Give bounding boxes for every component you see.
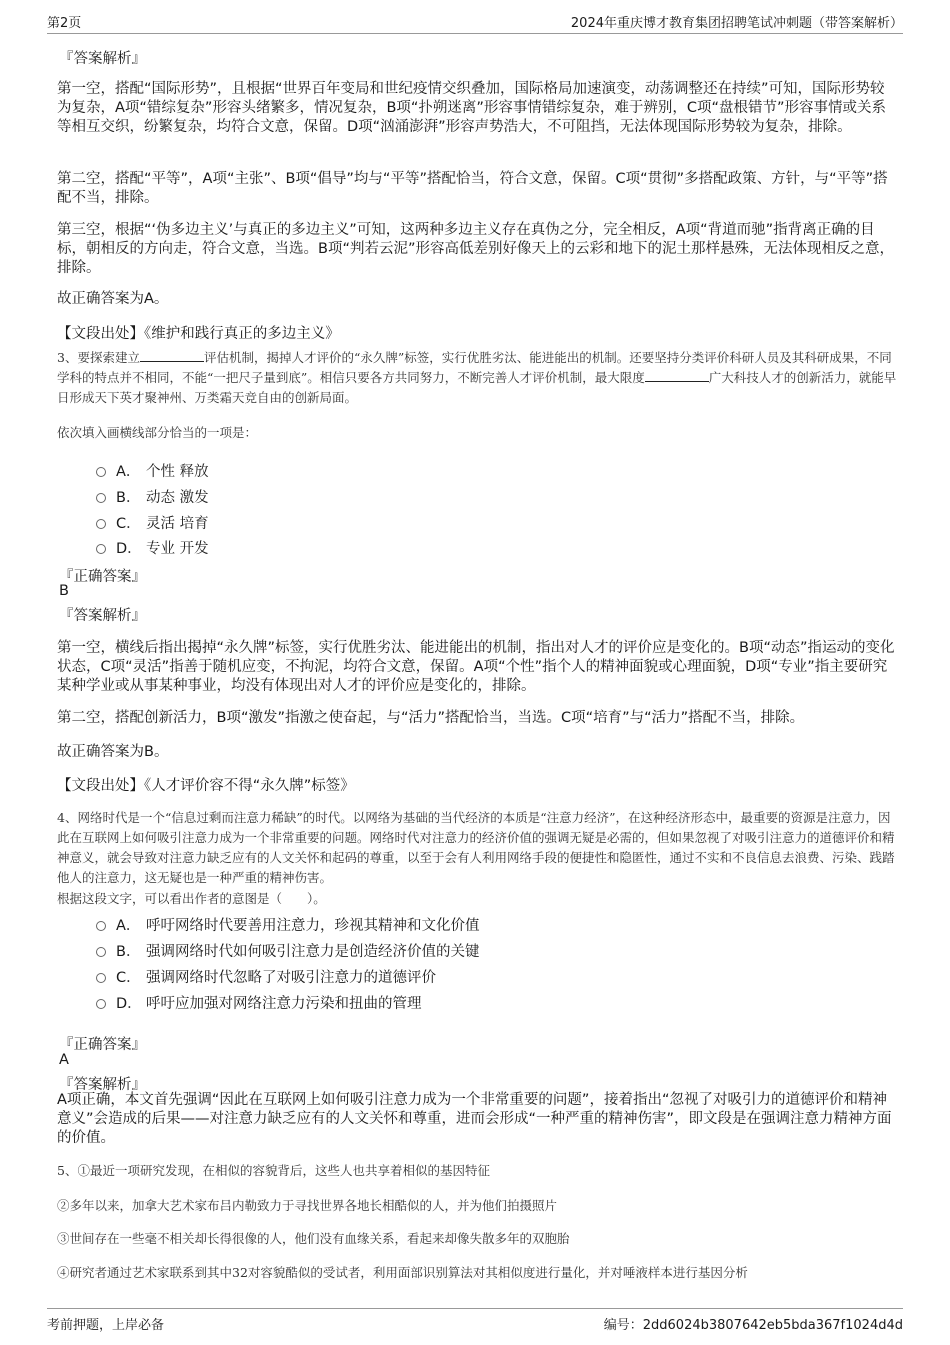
radio-icon[interactable] [96, 493, 106, 503]
document-code: 编号：2dd6024b3807642eb5bda367f1024d4d [603, 1318, 903, 1333]
radio-icon[interactable] [96, 973, 106, 983]
option-letter: A． [116, 464, 141, 480]
footer-divider [47, 1308, 903, 1309]
q4-correct-label: 『正确答案』 [59, 1037, 146, 1053]
q2-analysis-label: 『答案解析』 [59, 51, 146, 67]
radio-icon[interactable] [96, 999, 106, 1009]
q2-source: 【文段出处】《维护和践行真正的多边主义》 [57, 326, 340, 342]
q4-analysis: A项正确，本文首先强调“因此在互联网上如何吸引注意力成为一个非常重要的问题”，接着指出“忽视了对吸引力的道德评价和精神意义”会造成的后果——对注意力缺乏应有的人文关怀和尊重，进而会形成“一种严重的精神伤害”，即文段是在强调注意力精神方面的价值。 [57, 1092, 892, 1146]
q3-source: 【文段出处】《人才评价容不得“永久牌”标签》 [57, 778, 355, 794]
q4-question: 根据这段文字，可以看出作者的意图是（ ）。 [57, 891, 326, 906]
q3-stem [57, 348, 897, 408]
option-letter: D． [116, 996, 142, 1012]
radio-icon[interactable] [96, 467, 106, 477]
q3-option-b[interactable] [96, 486, 209, 507]
q3-stem-end: 广大科技人才的创新活力，就能早日形成天下英才聚神州、万类霜天竞自由的创新局面。 [57, 370, 897, 405]
q5-sentence-2: ②多年以来，加拿大艺术家布吕内勒致力于寻找世界各地长相酷似的人，并为他们拍摄照片 [57, 1198, 558, 1213]
q3-stem-start: 3、要探索建立 [57, 350, 140, 365]
q3-analysis-label: 『答案解析』 [59, 608, 146, 624]
q3-blank-2 [645, 368, 709, 382]
radio-icon[interactable] [96, 921, 106, 931]
option-letter: C． [116, 970, 141, 986]
q5-sentence-3: ③世间存在一些毫不相关却长得很像的人，他们没有血缘关系，看起来却像失散多年的双胞胎 [57, 1231, 570, 1246]
q3-option-c[interactable] [96, 512, 209, 533]
q4-option-b[interactable] [96, 940, 480, 961]
option-letter: D． [116, 541, 142, 557]
option-text: 专业 开发 [146, 541, 209, 557]
header-divider [47, 33, 903, 34]
q4-correct-answer: A [59, 1052, 69, 1068]
footer-slogan: 考前押题，上岸必备 [47, 1318, 165, 1333]
q2-analysis-p2: 第二空，搭配“平等”，A项“主张”、B项“倡导”均与“平等”搭配恰当，符合文意，保留。C项“贯彻”多搭配政策、方针，与“平等”搭配不当，排除。 [57, 171, 888, 206]
option-letter: B． [116, 944, 141, 960]
q2-analysis-p3: 第三空，根据“‘伪多边主义’与真正的多边主义”可知，这两种多边主义存在真伪之分，完全相反，A项“背道而驰”指背离正确的目标，朝相反的方向走，符合文意，当选。B项“判若云泥”形容高低差别好像天上的云彩和地下的泥土那样悬殊，无法体现相反之意，排除。 [57, 222, 894, 276]
option-text: 强调网络时代忽略了对吸引注意力的道德评价 [146, 970, 436, 986]
q4-analysis-label: 『答案解析』 [59, 1077, 146, 1093]
option-text: 呼吁网络时代要善用注意力，珍视其精神和文化价值 [146, 918, 480, 934]
option-text: 动态 激发 [146, 490, 209, 506]
radio-icon[interactable] [96, 519, 106, 529]
q3-answer: 故正确答案为B。 [57, 744, 169, 760]
q2-answer: 故正确答案为A。 [57, 291, 169, 307]
q3-analysis-p2: 第二空，搭配创新活力，B项“激发”指激之使奋起，与“活力”搭配恰当，当选。C项“培育”与“活力”搭配不当，排除。 [57, 710, 805, 726]
option-text: 呼吁应加强对网络注意力污染和扭曲的管理 [146, 996, 422, 1012]
radio-icon[interactable] [96, 544, 106, 554]
q4-option-c[interactable] [96, 966, 436, 987]
q4-stem: 4、网络时代是一个“信息过剩而注意力稀缺”的时代。以网络为基础的当代经济的本质是“注意力经济”，在这种经济形态中，最重要的资源是注意力，因此在互联网上如何吸引注意力成为一个非常重要的问题。网络时代对注意力的经济价值的强调无疑是必需的，但如果忽视了对吸引注意力的道德评价和精神意义，就会导致对注意力缺乏应有的人文关怀和起码的尊重，以至于会有人利用网络手段的便捷性和隐匿性，通过不实和不良信息去浪费、污染、践踏他人的注意力，这无疑也是一种严重的精神伤害。 [57, 810, 895, 885]
page-number: 第2页 [47, 16, 82, 31]
q3-question: 依次填入画横线部分恰当的一项是： [57, 425, 258, 440]
option-letter: C． [116, 516, 141, 532]
option-text: 个性 释放 [146, 464, 209, 480]
q3-correct-label: 『正确答案』 [59, 569, 146, 585]
q3-option-a[interactable] [96, 460, 209, 481]
option-text: 灵活 培育 [146, 516, 209, 532]
q5-sentence-1: 5、①最近一项研究发现，在相似的容貌背后，这些人也共享着相似的基因特征 [57, 1163, 490, 1178]
option-letter: B． [116, 490, 141, 506]
q3-blank-1 [140, 348, 204, 362]
q2-analysis-p1: 第一空，搭配“国际形势”，且根据“世界百年变局和世纪疫情交织叠加，国际格局加速演变，动荡调整还在持续”可知，国际形势较为复杂，A项“错综复杂”形容头绪繁多，情况复杂，B项“扑朔迷离”形容事情错综复杂，难于辨别，C项“盘根错节”形容事情或关系等相互交织，纷繁复杂，均符合文意，保留。D项“汹涌澎湃”形容声势浩大，不可阻挡，无法体现国际形势较为复杂，排除。 [57, 81, 887, 135]
q3-analysis-p1: 第一空，横线后指出揭掉“永久牌”标签，实行优胜劣汰、能进能出的机制，指出对人才的评价应是变化的。B项“动态”指运动的变化状态，C项“灵活”指善于随机应变，不拘泥，均符合文意，保留。A项“个性”指个人的精神面貌或心理面貌，D项“专业”指主要研究某种学业或从事某种事业，均没有体现出对人才的评价应是变化的，排除。 [57, 640, 895, 694]
option-letter: A． [116, 918, 141, 934]
document-title: 2024年重庆博才教育集团招聘笔试冲刺题（带答案解析） [570, 16, 903, 31]
q3-correct-answer: B [59, 583, 69, 599]
radio-icon[interactable] [96, 947, 106, 957]
q3-stem-middle: 评估机制，揭掉人才评价的“永久牌”标签，实行优胜劣汰、能进能出的机制。还要坚持分类评价科研人员及其科研成果，不同学科的特点并不相同，不能“一把尺子量到底”。相信只要各方共同努力，不断完善人才评价机制，最大限度 [57, 350, 892, 385]
q4-option-a[interactable] [96, 914, 480, 935]
q5-sentence-4: ④研究者通过艺术家联系到其中32对容貌酷似的受试者，利用面部识别算法对其相似度进行量化，并对唾液样本进行基因分析 [57, 1265, 748, 1280]
option-text: 强调网络时代如何吸引注意力是创造经济价值的关键 [146, 944, 480, 960]
q4-option-d[interactable] [96, 992, 422, 1013]
q3-option-d[interactable] [96, 537, 209, 558]
